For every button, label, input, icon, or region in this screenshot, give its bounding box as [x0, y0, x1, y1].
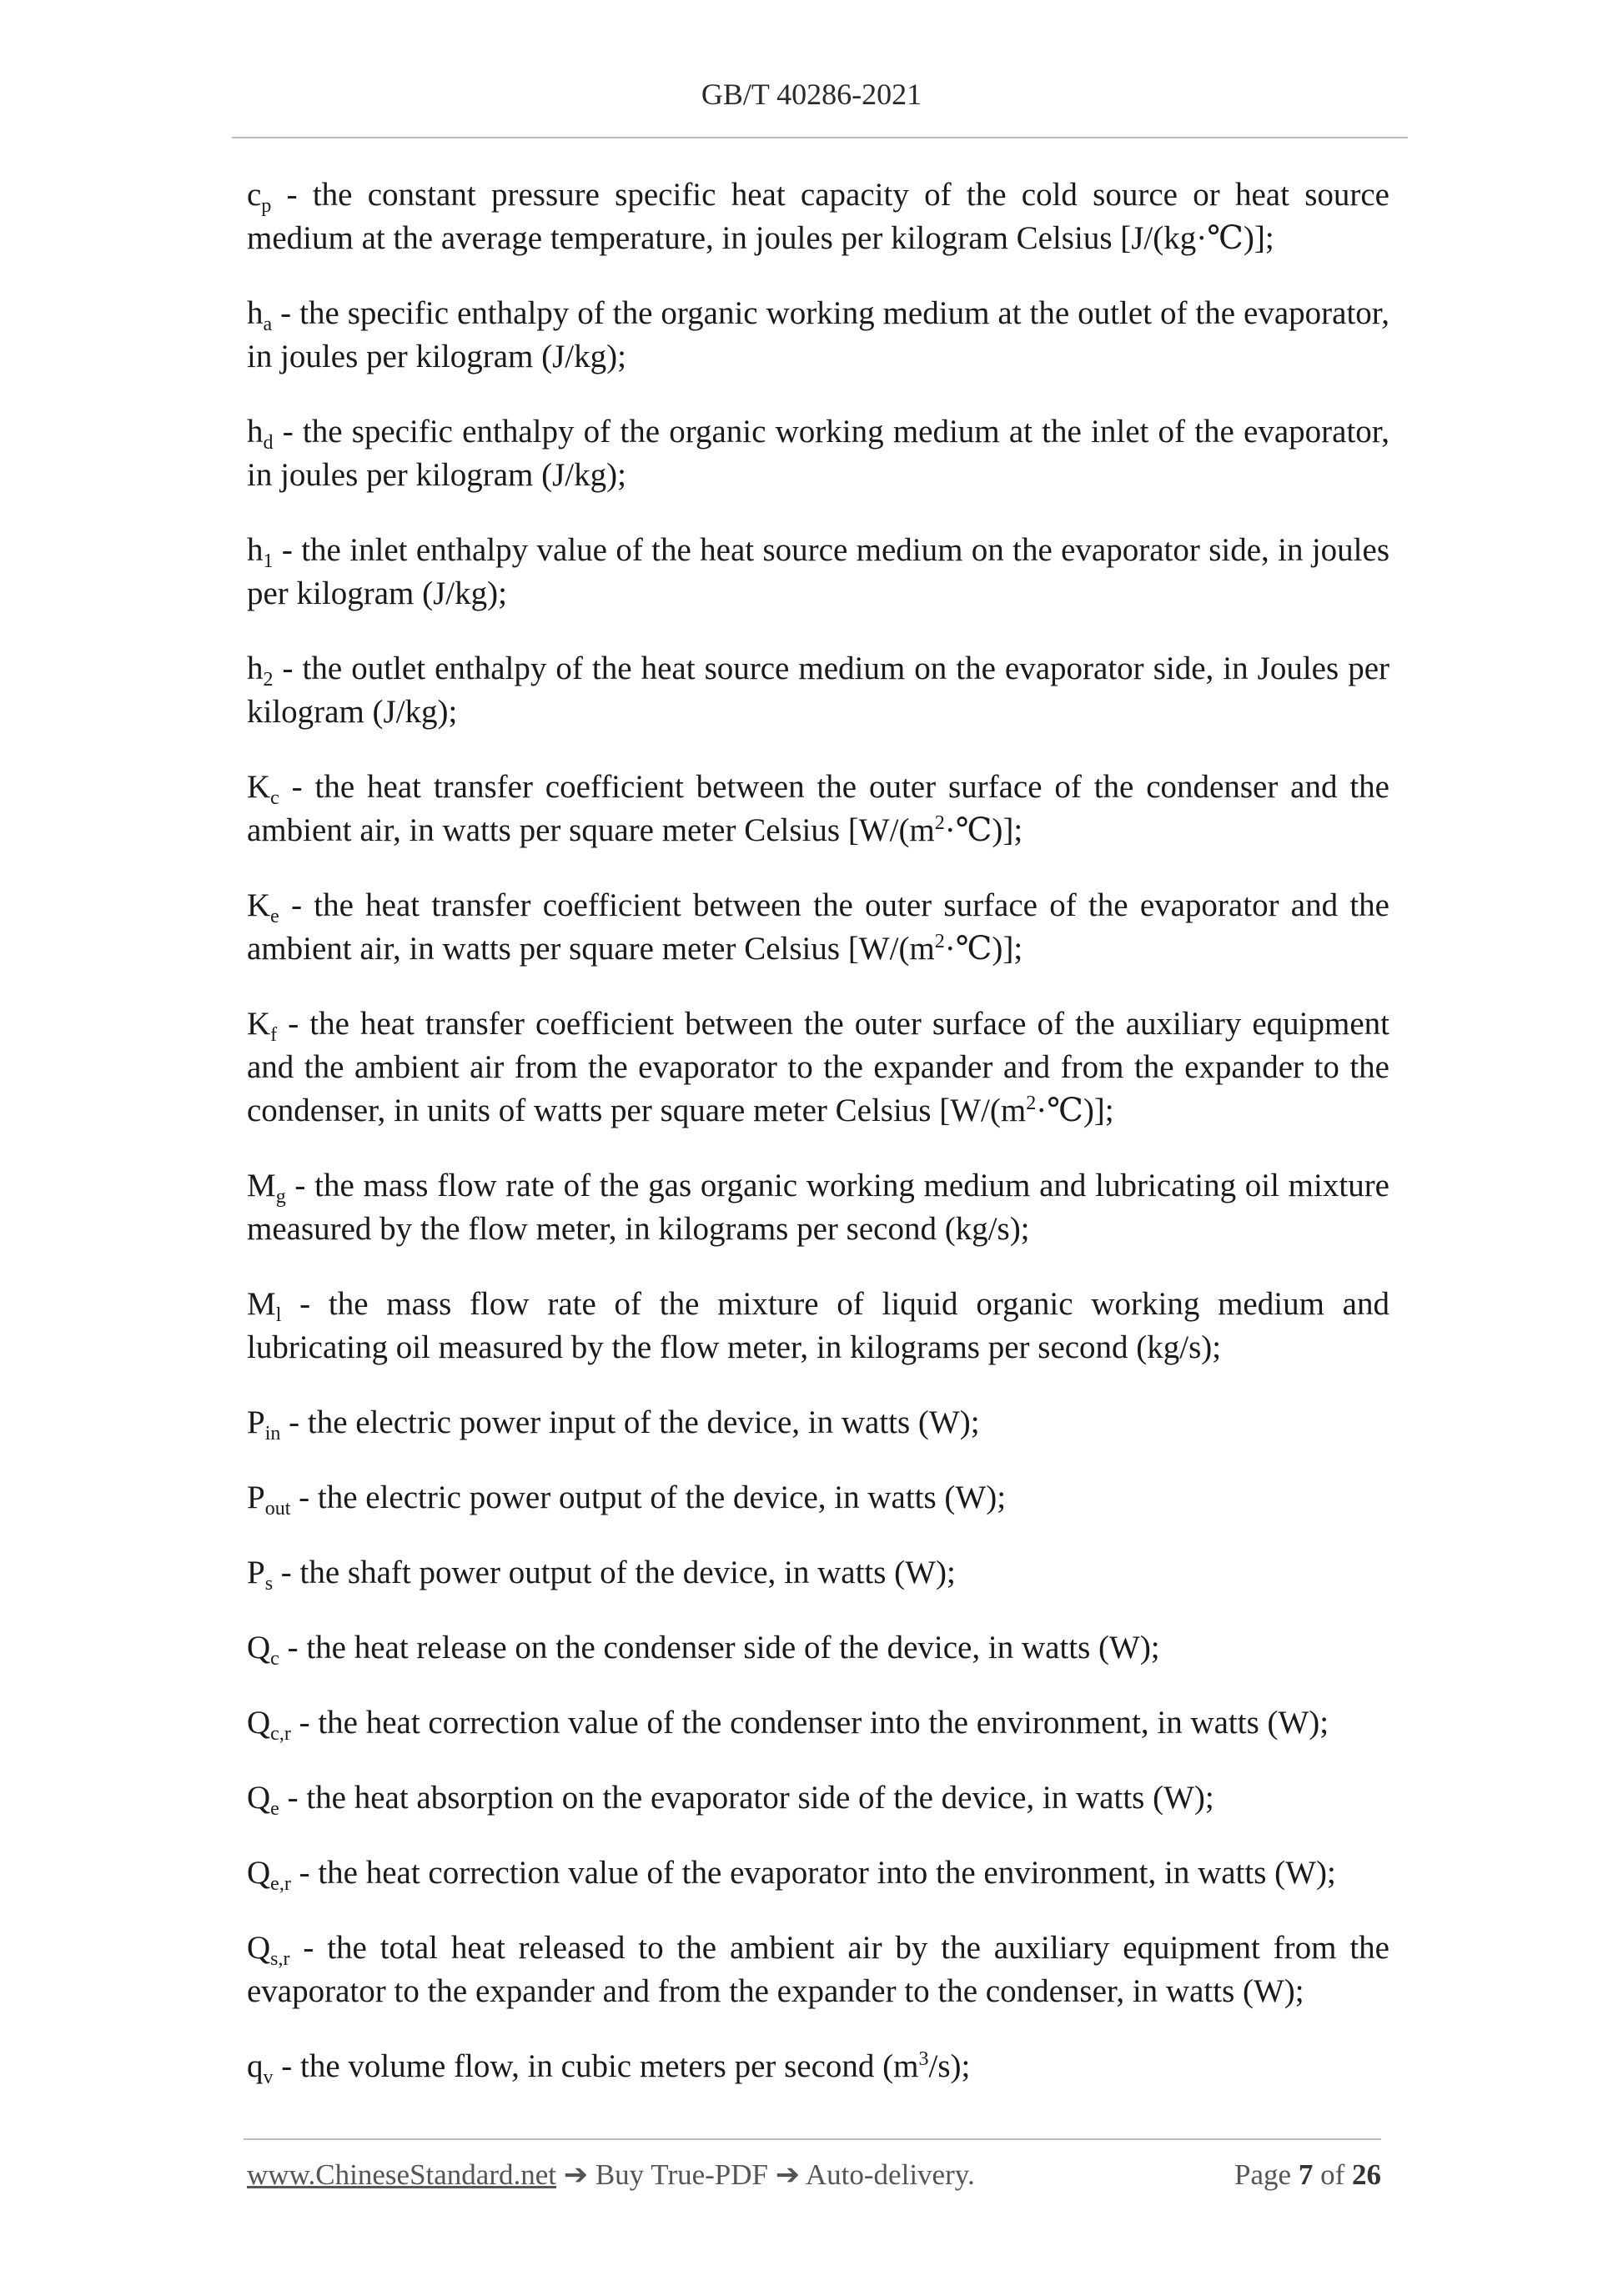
- definition-subscript: in: [264, 1423, 281, 1444]
- definition-symbol: P: [247, 1555, 265, 1590]
- definition-item: [247, 529, 1389, 615]
- definition-subscript: f: [270, 1024, 278, 1046]
- definition-superscript: 2: [934, 812, 945, 834]
- definition-superscript: 3: [918, 2048, 929, 2070]
- definition-text: - the heat absorption on the evaporator side of the device, in watts (W);: [279, 1780, 1214, 1816]
- definition-text: - the heat transfer coefficient between the outer surface of the evaporator and the ambient air, in watts per square meter Celsius [W/(m: [247, 887, 1389, 967]
- definition-symbol: M: [247, 1286, 276, 1322]
- footer-divider: [244, 2138, 1381, 2140]
- definition-text: - the outlet enthalpy of the heat source medium on the evaporator side, in Joules per kilogram (J/kg);: [247, 651, 1389, 730]
- definition-subscript: d: [263, 432, 274, 454]
- definition-symbol: h: [247, 651, 264, 686]
- definition-text: - the heat transfer coefficient between the outer surface of the auxiliary equipment and the ambient air from the evaporator to the expander and from the expander to the condenser, in units of watts per square meter Celsius [W/(m: [247, 1006, 1389, 1128]
- definition-subscript: g: [275, 1186, 286, 1208]
- definition-text-tail: /s);: [928, 2048, 971, 2084]
- auto-delivery-text: Auto-delivery.: [805, 2158, 975, 2191]
- definition-subscript: c: [270, 1648, 279, 1670]
- definition-text: - the mass flow rate of the mixture of liquid organic working medium and lubricating oil measured by the flow meter, in kilograms per second (kg/s);: [247, 1286, 1389, 1365]
- definition-text: - the heat correction value of the condenser into the environment, in watts (W);: [290, 1705, 1329, 1741]
- arrow-right-icon: ➔: [775, 2158, 801, 2191]
- definition-item: [247, 1476, 1389, 1520]
- definition-item: [247, 766, 1389, 852]
- definition-subscript: a: [263, 314, 273, 335]
- definition-subscript: out: [264, 1498, 291, 1520]
- definition-text: - the volume flow, in cubic meters per second (m: [273, 2048, 919, 2084]
- definition-symbol: Q: [247, 1855, 271, 1891]
- page-of: of: [1320, 2158, 1345, 2191]
- symbol-definitions-list: [247, 173, 1389, 2120]
- definition-text: - the mass flow rate of the gas organic working medium and lubricating oil mixture measured by the flow meter, in kilograms per second (kg/s);: [247, 1168, 1389, 1247]
- definition-item: [247, 1551, 1389, 1595]
- page-current: 7: [1298, 2158, 1314, 2191]
- definition-item: [247, 1626, 1389, 1670]
- definition-symbol: K: [247, 1006, 271, 1042]
- definition-text-tail: ·℃)];: [944, 931, 1023, 967]
- definition-subscript: c: [270, 787, 279, 809]
- definition-symbol: Q: [247, 1930, 271, 1966]
- definition-symbol: h: [247, 295, 264, 331]
- arrow-right-icon: ➔: [563, 2158, 589, 2191]
- definition-subscript: p: [261, 195, 272, 217]
- definition-item: [247, 1701, 1389, 1745]
- definition-text: - the shaft power output of the device, in watts (W);: [273, 1555, 956, 1590]
- definition-item: [247, 410, 1389, 497]
- definition-symbol: c: [247, 177, 262, 213]
- definition-item: [247, 1164, 1389, 1251]
- site-link[interactable]: www.ChineseStandard.net: [247, 2158, 556, 2191]
- page-indicator: [1234, 2158, 1381, 2192]
- definition-text: - the heat release on the condenser side of the device, in watts (W);: [279, 1630, 1160, 1665]
- definition-text-tail: ·℃)];: [944, 812, 1023, 848]
- definition-text: - the specific enthalpy of the organic working medium at the outlet of the evaporator, in joules per kilogram (J/kg);: [247, 295, 1389, 374]
- definition-text: - the total heat released to the ambient air by the auxiliary equipment from the evaporator to the expander and from the expander to the condenser, in watts (W);: [247, 1930, 1389, 2009]
- definition-text: - the electric power output of the device, in watts (W);: [290, 1480, 1007, 1515]
- definition-symbol: P: [247, 1480, 265, 1515]
- definition-item: [247, 1927, 1389, 2013]
- page-header: GB/T 40286-2021: [701, 78, 922, 111]
- definition-subscript: c,r: [270, 1723, 291, 1745]
- definition-item: [247, 647, 1389, 734]
- definition-text: - the electric power input of the device, in watts (W);: [280, 1404, 980, 1440]
- definition-subscript: l: [275, 1304, 282, 1326]
- definition-text: - the heat correction value of the evaporator into the environment, in watts (W);: [290, 1855, 1336, 1891]
- definition-superscript: 2: [934, 931, 945, 952]
- definition-item: [247, 1851, 1389, 1895]
- definition-subscript: 1: [263, 550, 274, 572]
- definition-symbol: K: [247, 887, 271, 923]
- definition-symbol: Q: [247, 1630, 271, 1665]
- definition-item: [247, 1002, 1389, 1133]
- definition-text: - the heat transfer coefficient between the outer surface of the condenser and the ambient air, in watts per square meter Celsius [W/(m: [247, 769, 1389, 848]
- footer-promo: [247, 2158, 975, 2191]
- definition-superscript: 2: [1026, 1093, 1037, 1114]
- header-divider: [232, 137, 1408, 138]
- definition-item: [247, 2045, 1389, 2088]
- definition-symbol: h: [247, 532, 264, 568]
- page-label: Page: [1234, 2158, 1292, 2191]
- definition-subscript: s,r: [270, 1948, 290, 1970]
- definition-symbol: P: [247, 1404, 265, 1440]
- definition-symbol: Q: [247, 1705, 271, 1741]
- definition-item: [247, 1283, 1389, 1369]
- definition-text: - the constant pressure specific heat capacity of the cold source or heat source medium at the average temperature, in joules per kilogram Celsius [J/(kg·℃)];: [247, 177, 1389, 256]
- definition-text: - the inlet enthalpy value of the heat source medium on the evaporator side, in joules per kilogram (J/kg);: [247, 532, 1389, 611]
- definition-symbol: Q: [247, 1780, 271, 1816]
- page-footer: [247, 2158, 1381, 2192]
- definition-subscript: v: [263, 2067, 274, 2088]
- definition-item: [247, 173, 1389, 260]
- definition-symbol: M: [247, 1168, 276, 1203]
- definition-item: [247, 1401, 1389, 1444]
- buy-true-pdf-text: Buy True-PDF: [595, 2158, 768, 2191]
- definition-item: [247, 1776, 1389, 1820]
- definition-text-tail: ·℃)];: [1036, 1093, 1114, 1128]
- definition-subscript: s: [264, 1573, 274, 1595]
- definition-subscript: e: [270, 1798, 279, 1820]
- definition-text: - the specific enthalpy of the organic working medium at the inlet of the evaporator, in joules per kilogram (J/kg);: [247, 414, 1389, 493]
- definition-symbol: K: [247, 769, 271, 805]
- definition-symbol: h: [247, 414, 264, 450]
- page-total: 26: [1352, 2158, 1381, 2191]
- definition-symbol: q: [247, 2048, 264, 2084]
- definition-subscript: e,r: [270, 1873, 291, 1895]
- definition-item: [247, 884, 1389, 971]
- definition-subscript: 2: [263, 669, 274, 691]
- definition-item: [247, 292, 1389, 379]
- definition-subscript: e: [270, 906, 279, 927]
